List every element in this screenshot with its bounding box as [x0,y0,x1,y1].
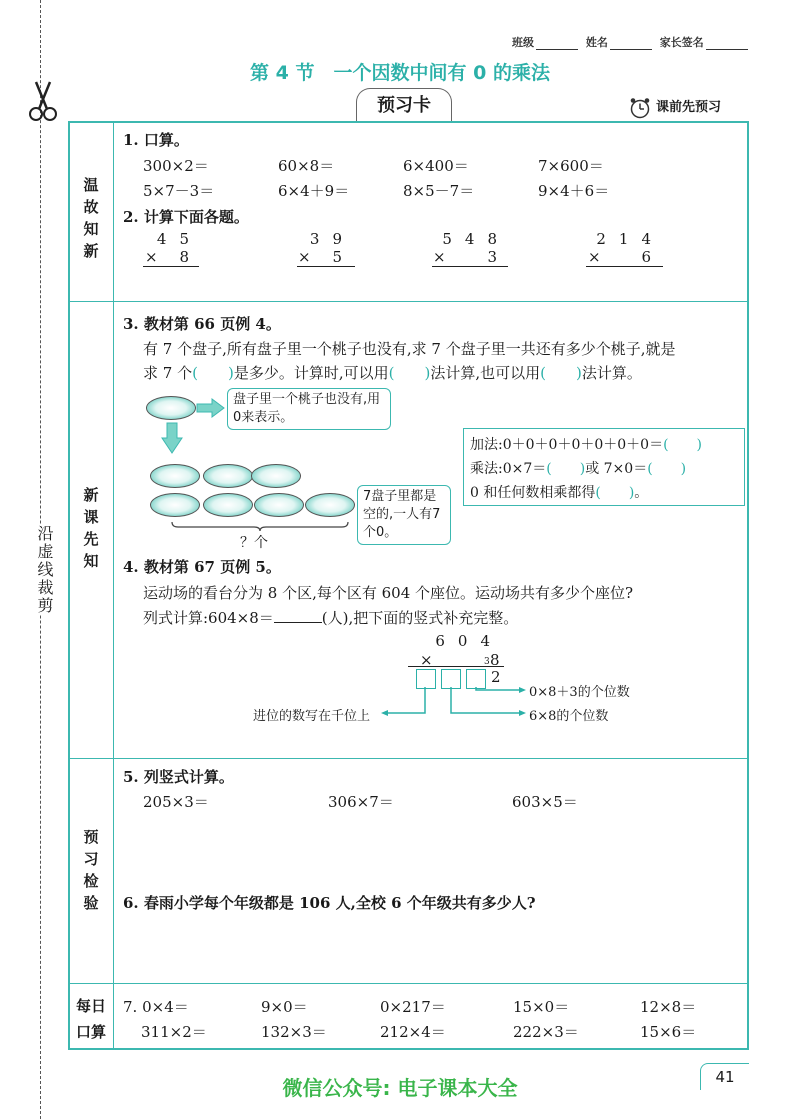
q3-line1: 有 7 个盘子,所有盘子里一个桃子也没有,求 7 个盘子里一共还有多少个桃子,就是 [143,340,676,358]
q3-line2-part: 法计算。 [581,364,642,382]
q4-line2 [143,607,518,628]
vp-times: × [298,248,311,266]
vm-partial: 2 [491,668,501,686]
vm-top: 604 [435,632,503,650]
answer-blank[interactable] [274,610,322,623]
divider-review [68,301,749,302]
note-six-times-eight: 6×8的个位数 [529,709,609,724]
vm-multiplier: 8 [490,651,500,669]
q1-item: 300×2＝ [143,157,209,175]
vp-top: 39 [309,230,355,248]
q1-item: 6×400＝ [403,157,469,175]
q5-item: 603×5＝ [512,793,578,811]
vp-top: 548 [442,230,510,248]
vp-line [143,266,199,267]
vp-bottom: 3 [487,248,510,266]
q3-title: 3. 教材第 66 页例 4。 [123,315,281,333]
q1-item: 9×4＋6＝ [538,182,610,200]
q2-title: 2. 计算下面各题。 [123,208,249,226]
panel-text: 或 7×0＝ [585,461,648,477]
vm-times: × [420,651,433,669]
vp-times: × [588,248,601,266]
answer-blank[interactable]: ( ) [663,437,703,453]
side-text-check: 预习检验 [83,828,99,912]
q3-line2-part: 求 7 个 [143,364,193,382]
vp-line [586,266,663,267]
vm-carry: 3 [484,657,490,667]
vp-top: 45 [156,230,202,248]
q5-item: 306×7＝ [328,793,394,811]
q7-item: 0×217＝ [380,998,446,1016]
plate-illustration [150,493,200,517]
question-count: ？个 [240,535,268,551]
q6-title: 6. 春雨小学每个年级都是 106 人,全校 6 个年级共有多少人? [123,894,536,912]
q5-item: 205×3＝ [143,793,209,811]
side-label-check [70,826,112,914]
wechat-footer: 微信公众号: 电子课本大全 [282,1076,518,1100]
side-text-review: 温故知新 [83,176,99,260]
vp-line [297,266,355,267]
preview-text: 课前先预习 [656,100,722,115]
q5-title: 5. 列竖式计算。 [123,768,234,786]
panel-text: 0 和任何数相乘都得 [470,485,596,501]
vp-bottom: 6 [641,248,664,266]
q3-answer-panel [463,428,745,506]
answer-blank[interactable]: ( ) [595,485,635,501]
plate-illustration [150,464,200,488]
arrow-right-icon [196,398,226,418]
plate-illustration [305,493,355,517]
note-zero-times-eight: 0×8＋3的个位数 [529,685,630,700]
preview-card-banner: 预习卡 [356,88,452,123]
q4-line2-part: 列式计算:604×8＝ [143,609,274,627]
plate-illustration [251,464,301,488]
answer-blank[interactable]: ( ) [192,364,234,382]
q4-title: 4. 教材第 67 页例 5。 [123,558,281,576]
header-fields [512,34,752,50]
q7-item: 311×2＝ [141,1023,207,1041]
vm-line [408,666,504,667]
panel-text: 乘法:0×7＝ [470,461,547,477]
side-label-review [70,174,112,262]
divider-new [68,758,749,759]
q1-item: 60×8＝ [278,157,335,175]
divider-check [68,983,749,984]
q7-item: 212×4＝ [380,1023,446,1041]
q7-item: 15×6＝ [640,1023,697,1041]
guide-arrows [380,686,530,720]
answer-blank[interactable]: ( ) [388,364,431,382]
panel-addition [470,434,702,454]
q4-line1: 运动场的看台分为 8 个区,每个区有 604 个座位。运动场共有多少个座位? [143,584,634,602]
side-label-new [70,484,112,572]
q7-item: 9×0＝ [261,998,308,1016]
brace-icon [170,520,350,532]
vp-times: × [433,248,446,266]
class-label: 班级 [512,36,534,49]
answer-blank[interactable]: ( ) [540,364,582,382]
q7-item: 7. 0×4＝ [123,998,189,1016]
vp-bottom: 5 [332,248,355,266]
side-label-daily-b: 口算 [75,1023,106,1041]
name-label: 姓名 [585,36,608,49]
callout-seven-zeros: 7盘子里都是空的,一人有7个0。 [357,485,451,545]
q7-item: 222×3＝ [513,1023,579,1041]
vp-times: × [145,248,158,266]
side-column-divider [113,122,114,1049]
q1-item: 7×600＝ [538,157,604,175]
q7-item: 15×0＝ [513,998,570,1016]
callout-zero: 盘子里一个桃子也没有,用0来表示。 [227,388,391,430]
plate-illustration [146,396,196,420]
answer-blank[interactable]: ( ) [647,461,687,477]
page-title: 第 4 节 一个因数中间有 0 的乘法 [250,62,550,84]
cut-instruction: 沿虚线裁剪 [27,525,55,615]
vp-top: 214 [596,230,664,248]
preview-tag [628,96,721,119]
page-number: 41 [700,1063,749,1090]
side-label-daily-a: 每日 [75,997,106,1015]
q1-title: 1. 口算。 [123,131,189,149]
plate-illustration [203,464,253,488]
side-text-new: 新课先知 [83,486,99,570]
arrow-down-icon [161,422,183,454]
parent-blank[interactable] [706,38,748,50]
alarm-clock-icon [628,97,652,119]
scissors-icon [28,80,58,122]
parent-label: 家长签名 [659,36,704,49]
plate-illustration [254,493,304,517]
class-blank[interactable] [536,38,578,50]
note-carry-thousands: 进位的数写在千位上 [253,709,371,724]
q7-item: 132×3＝ [261,1023,327,1041]
vp-bottom: 8 [179,248,202,266]
q3-line2-part: 是多少。计算时,可以用 [233,364,389,382]
q3-line2-part: 法计算,也可以用 [430,364,541,382]
q4-line2-part: (人),把下面的竖式补充完整。 [321,609,519,627]
q1-item: 6×4＋9＝ [278,182,350,200]
q1-item: 8×5－7＝ [403,182,475,200]
name-blank[interactable] [610,38,652,50]
panel-rule: 0 和任何数相乘都得( )。 [470,485,649,501]
q7-item: 12×8＝ [640,998,697,1016]
answer-blank[interactable]: ( ) [546,461,586,477]
vp-line [432,266,508,267]
panel-multiplication [470,458,686,478]
plate-illustration [203,493,253,517]
panel-text: 加法:0＋0＋0＋0＋0＋0＋0＝ [470,437,664,453]
q3-line2 [143,362,642,383]
q1-item: 5×7－3＝ [143,182,215,200]
